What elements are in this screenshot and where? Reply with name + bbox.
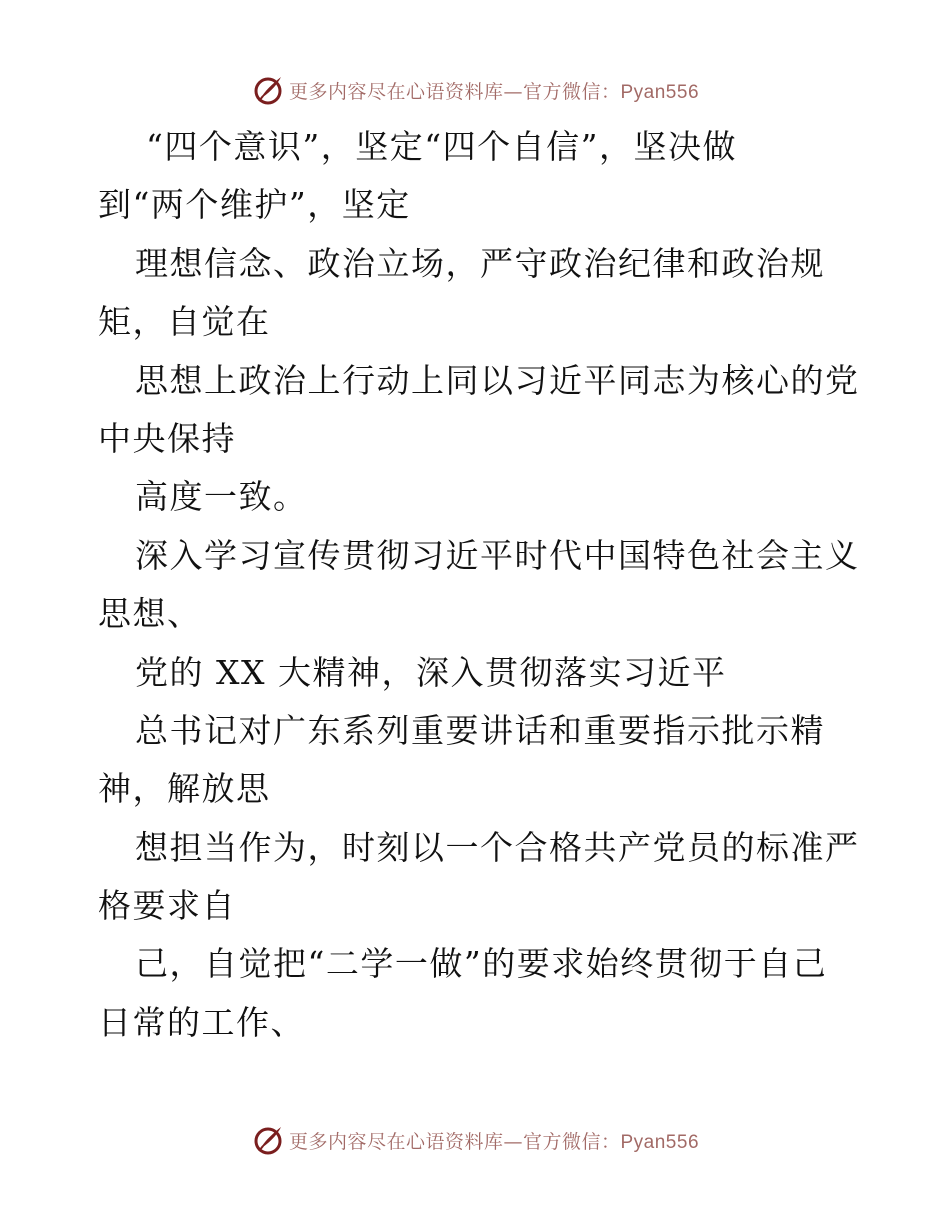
document-body (98, 118, 858, 1052)
body-line: 中央保持 (98, 418, 236, 458)
banner-site-name: 更多内容尽在心语资料库 (288, 80, 504, 103)
body-line: 己，自觉把“二学一做”的要求始终贯彻于自己 (135, 944, 828, 984)
banner-site-name: 更多内容尽在心语资料库 (288, 1130, 504, 1153)
banner-separator: — (503, 80, 523, 103)
body-line: “四个意识”，坚定“四个自信”，坚决做 (146, 127, 737, 166)
quill-pen-logo-icon (251, 73, 285, 107)
body-line: 想担当作为，时刻以一个合格共产党员的标准严 (135, 827, 860, 867)
body-line: 党的 XX 大精神，深入贯彻落实习近平 (135, 652, 727, 692)
body-line: 格要求自 (98, 886, 236, 926)
banner-wechat-id: Pyan556 (620, 1131, 700, 1153)
header-banner (0, 70, 950, 110)
quill-pen-logo-icon (251, 1123, 285, 1157)
body-line: 高度一致。 (135, 477, 308, 517)
body-line: 矩，自觉在 (98, 302, 271, 342)
body-line: 思想上政治上行动上同以习近平同志为核心的党 (135, 360, 860, 400)
body-line: 理想信念、政治立场，严守政治纪律和政治规 (135, 243, 825, 283)
body-line: 思想、 (98, 594, 202, 634)
footer-banner (0, 1120, 950, 1160)
banner-wechat-label: 官方微信： (522, 1130, 621, 1153)
banner-text (289, 1127, 699, 1154)
banner-text (289, 77, 699, 104)
body-line: 总书记对广东系列重要讲话和重要指示批示精 (135, 710, 825, 750)
body-line: 到“两个维护”，坚定 (98, 185, 411, 225)
banner-wechat-label: 官方微信： (522, 80, 621, 103)
body-line: 神，解放思 (98, 769, 271, 809)
banner-separator: — (503, 1130, 523, 1153)
body-line: 日常的工作、 (98, 1002, 305, 1042)
body-line: 深入学习宣传贯彻习近平时代中国特色社会主义 (135, 535, 860, 575)
banner-wechat-id: Pyan556 (620, 81, 700, 103)
